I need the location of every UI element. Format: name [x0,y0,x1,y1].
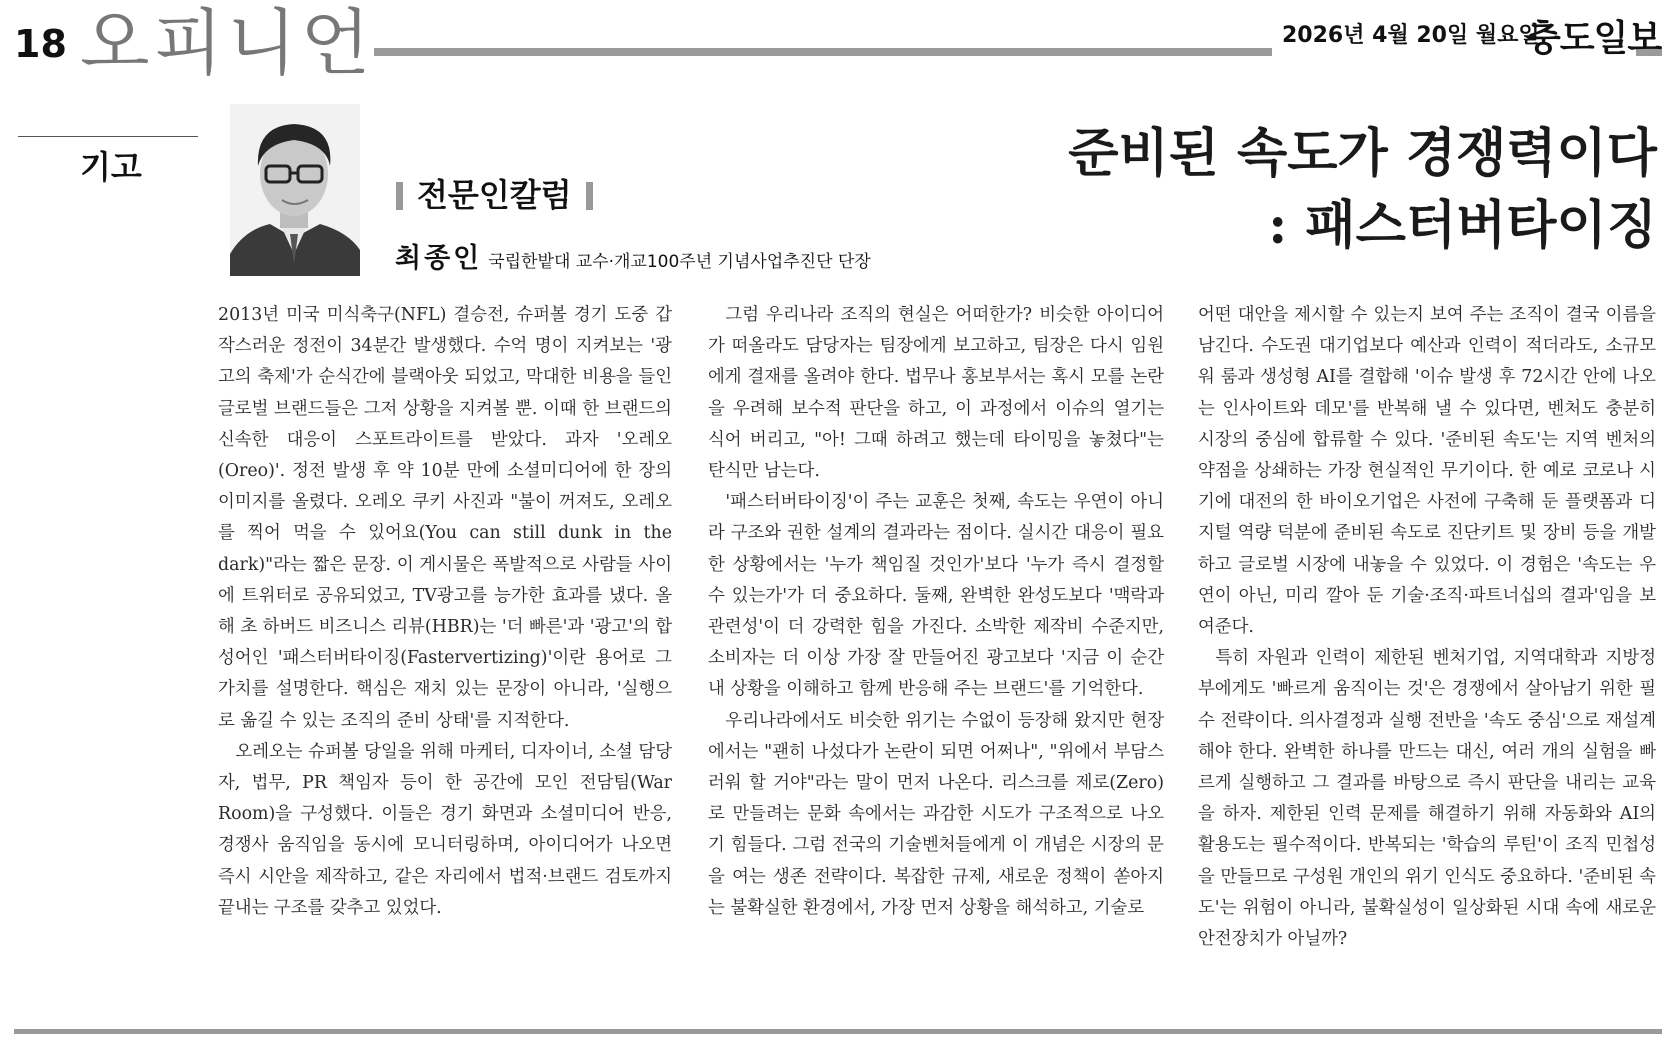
body-column-3 [1198,300,1656,1012]
author-portrait-icon [230,104,360,276]
publication-date: 2026년 4월 20일 월요일 [1282,23,1540,48]
section-title: 오피니언 [80,1,375,85]
footer-rule [14,1029,1662,1034]
column-label [396,170,593,216]
paragraph: '패스터버타이징'이 주는 교훈은 첫째, 속도는 우연이 아니라 구조와 권한 설계의 결과라는 점이다. 실시간 대응이 필요한 상황에서는 '누가 책임질 것인가'보다 '누가 즉시 결정할 수 있는가'가 더 중요하다. 둘째, 완벽한 완성도보다 '맥락과 관련성'이 더 강력한 힘을 가진다. 소박한 제작비 수준지만, 소비자는 더 이상 가장 잘 만들어진 광고보다 '지금 이 순간 내 상황을 이해하고 함께 반응해 주는 브랜드'를 기억한다. [708,492,1164,700]
paragraph: 어떤 대안을 제시할 수 있는지 보여 주는 조직이 결국 이름을 남긴다. 수도권 대기업보다 예산과 인력이 적더라도, 소규모 워 룸과 생성형 AI를 결합해 '이슈 발생 후 72시간 안에 나오는 인사이트와 데모'를 반복해 낼 수 있다면, 벤처도 충분히 시장의 중심에 합류할 수 있다. '준비된 속도'는 지역 벤처의 약점을 상쇄하는 가장 현실적인 무기이다. 한 예로 코로나 시기에 대전의 한 바이오기업은 사전에 구축해 둔 플랫폼과 디지털 역량 덕분에 준비된 속도로 진단키트 및 장비 등을 개발하고 글로벌 시장에 내놓을 수 있었다. 이 경험은 '속도는 우연이 아닌, 미리 깔아 둔 기술·조직·파트너십의 결과'임을 보여준다. [1198,305,1656,638]
header-rule [374,48,1272,56]
paragraph: 우리나라에서도 비슷한 위기는 수없이 등장해 왔지만 현장에서는 "괜히 나섰다가 논란이 되면 어쩌나", "위에서 부담스러워 할 거야"라는 말이 먼저 나온다. 리스크를 제로(Zero)로 만들려는 문화 속에서는 과감한 시도가 구조적으로 나오기 힘들다. 그럼 전국의 기술벤처들에게 이 개념은 시장의 문을 여는 생존 전략이다. 복잡한 규제, 새로운 정책이 쏟아지는 불확실한 환경에서, 가장 먼저 상황을 해석하고, 기술로 [708,710,1164,918]
paragraph: 2013년 미국 미식축구(NFL) 결승전, 슈퍼볼 경기 도중 갑작스러운 정전이 34분간 발생했다. 수억 명이 지켜보는 '광고의 축제'가 순식간에 블랙아웃 되었고, 막대한 비용을 들인 글로벌 브랜드들은 그저 상황을 지켜볼 뿐. 이때 한 브랜드의 신속한 대응이 스포트라이트를 받았다. 과자 '오레오(Oreo)'. 정전 발생 후 약 10분 만에 소셜미디어에 한 장의 이미지를 올렸다. 오레오 쿠키 사진과 "불이 꺼져도, 오레오를 찍어 먹을 수 있어요(You can still dunk in the dark)"라는 짧은 문장. 이 게시물은 폭발적으로 사람들 사이에 트위터로 공유되었고, TV광고를 능가한 효과를 냈다. 올해 초 하버드 비즈니스 리뷰(HBR)는 '더 빠른'과 '광고'의 합성어인 '패스터버타이징(Fastervertizing)'이란 용어로 그 가치를 설명한다. 핵심은 재치 있는 문장이 아니라, '실행으로 옮길 수 있는 조직의 준비 상태'를 지적한다. [218,305,672,731]
category-rule [18,136,198,137]
author-name: 최종인 [395,243,483,274]
paragraph: 특히 자원과 인력이 제한된 벤처기업, 지역대학과 지방정부에게도 '빠르게 움직이는 것'은 경쟁에서 살아남기 위한 필수 전략이다. 의사결정과 실행 전반을 '속도 중심'으로 재설계해야 한다. 완벽한 하나를 만드는 대신, 여러 개의 실험을 빠르게 실행하고 그 결과를 바탕으로 즉시 판단을 내리는 교육을 하자. 제한된 인력 문제를 해결하기 위해 자동화와 AI의 활용도는 필수적이다. 반복되는 '학습의 루틴'이 조직 민첩성을 만들므로 구성원 개인의 위기 인식도 중요하다. '준비된 속도'는 위험이 아니라, 불확실성이 일상화된 시대 속에 새로운 안전장치가 아닐까? [1198,648,1656,950]
headline-line2: : 패스터버타이징 [1268,195,1657,256]
column-label-text: 전문인칼럼 [417,176,572,214]
newspaper-logo: 충도일보 [1526,18,1662,59]
headline [1068,118,1657,262]
category-label: 기고 [80,148,142,186]
paragraph: 그럼 우리나라 조직의 현실은 어떠한가? 비슷한 아이디어가 떠올라도 담당자는 팀장에게 보고하고, 팀장은 다시 임원에게 결재를 올려야 한다. 법무나 홍보부서는 혹시 모를 논란을 우려해 보수적 판단을 하고, 이 과정에서 이슈의 열기는 식어 버리고, "아! 그때 하려고 했는데 타이밍을 놓쳤다"는 탄식만 남는다. [708,305,1164,482]
paragraph: 오레오는 슈퍼볼 당일을 위해 마케터, 디자이너, 소셜 담당자, 법무, PR 책임자 등이 한 공간에 모인 전담팀(War Room)을 구성했다. 이들은 경기 화면과 소셜미디어 반응, 경쟁사 움직임을 동시에 모니터링하며, 아이디어가 나오면 즉시 시안을 제작하고, 같은 자리에서 법적·브랜드 검토까지 끝내는 구조를 갖추고 있었다. [218,741,672,918]
label-bar-right [586,182,593,210]
body-column-1 [218,300,672,1012]
headline-line1: 준비된 속도가 경쟁력이다 [1068,123,1657,184]
author-byline [395,236,871,275]
page-number: 18 [14,22,67,66]
label-bar-left [396,182,403,210]
author-photo [230,104,360,276]
author-title: 국립한밭대 교수·개교100주년 기념사업추진단 단장 [488,252,871,272]
body-column-2 [708,300,1164,1012]
